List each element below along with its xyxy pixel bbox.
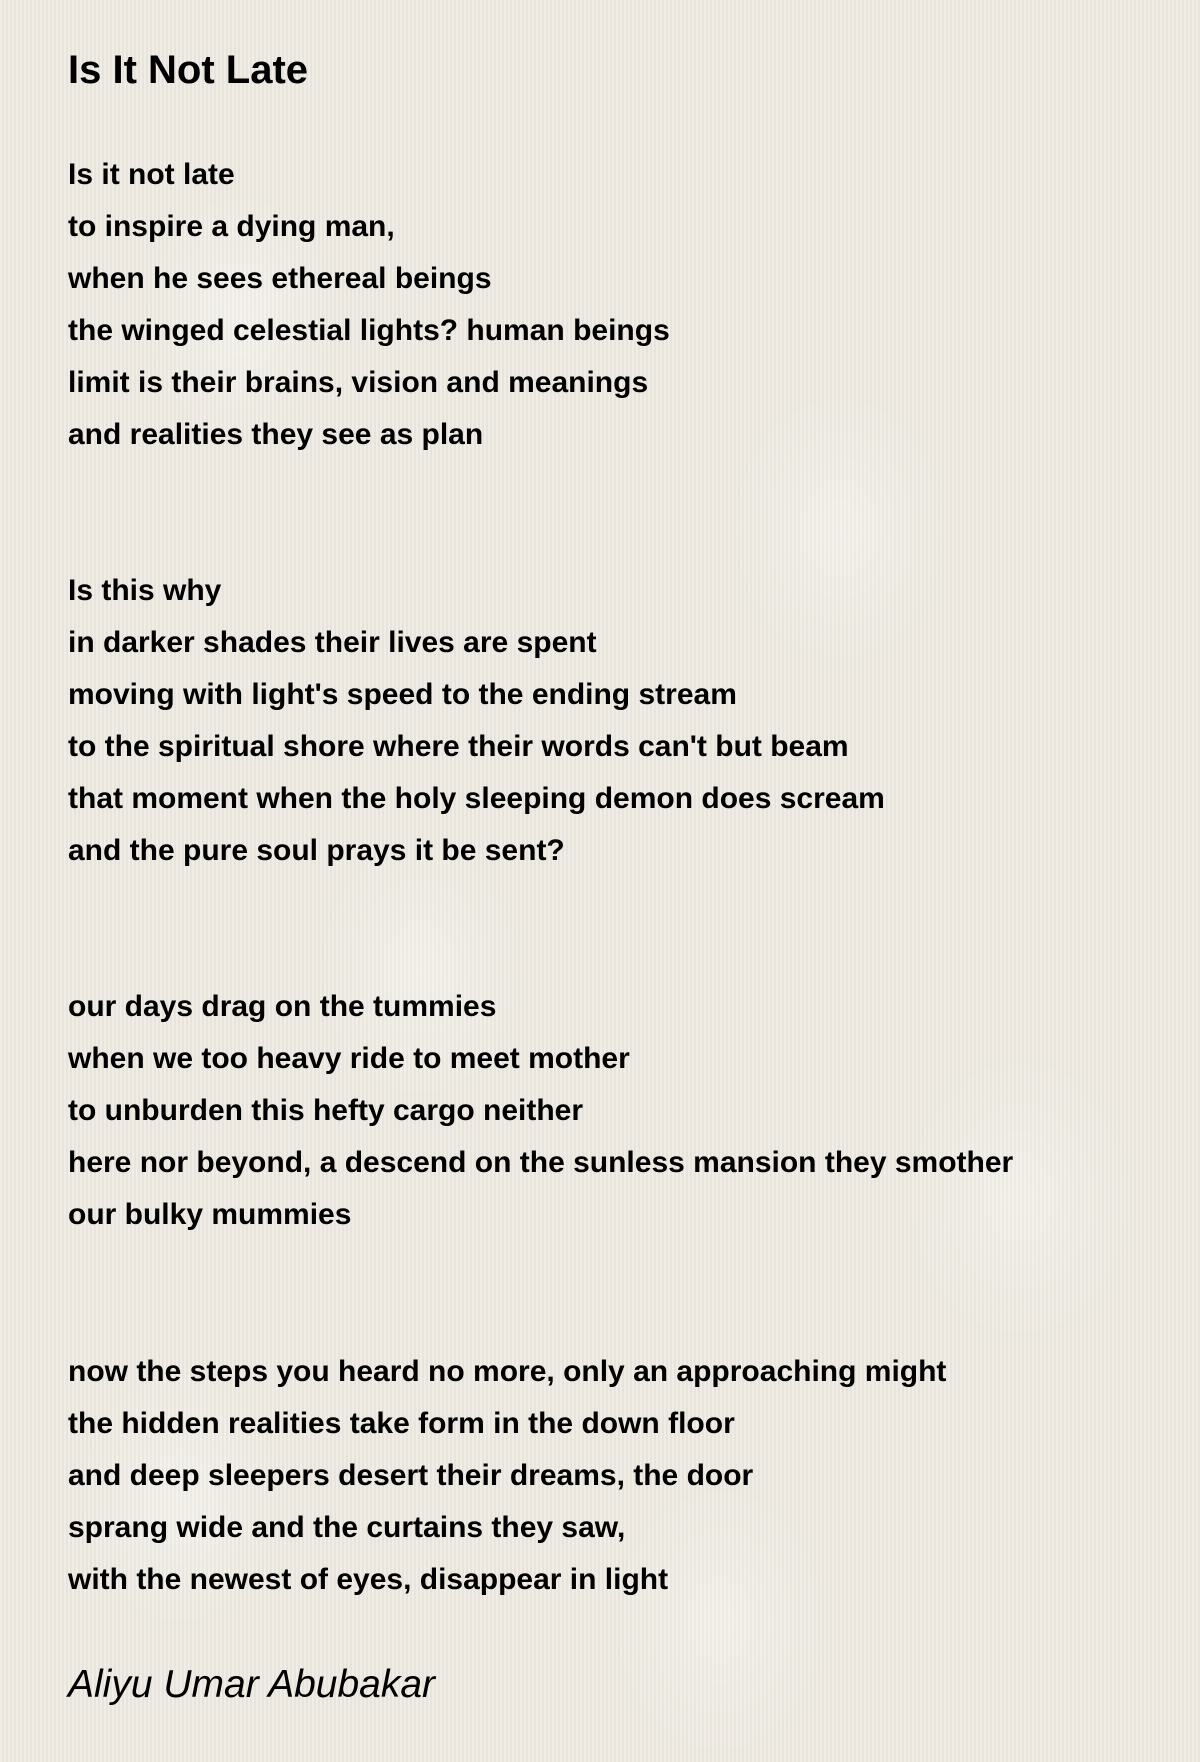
poem-line: when we too heavy ride to meet mother — [68, 1042, 630, 1075]
stanza-2 — [68, 565, 885, 877]
poem-line: our bulky mummies — [68, 1198, 352, 1231]
poem-line: that moment when the holy sleeping demon does scream — [68, 782, 885, 815]
poem-line: Is this why — [68, 574, 222, 607]
poem-title: Is It Not Late — [68, 48, 309, 92]
stanza-4 — [68, 1346, 946, 1606]
poem-line: to unburden this hefty cargo neither — [68, 1094, 584, 1127]
poem-line: and the pure soul prays it be sent? — [68, 834, 565, 867]
poem-line: and realities they see as plan — [68, 418, 484, 451]
poem-line: now the steps you heard no more, only an approaching might — [68, 1355, 947, 1388]
stanza-1 — [68, 149, 670, 461]
poem-line: the winged celestial lights? human beings — [68, 314, 670, 347]
poem-line: to the spiritual shore where their words can't but beam — [68, 730, 849, 763]
poem-line: to inspire a dying man, — [68, 210, 395, 243]
stanza-3 — [68, 981, 1013, 1241]
poem-line: moving with light's speed to the ending stream — [68, 678, 737, 711]
poem-line: with the newest of eyes, disappear in light — [68, 1563, 669, 1596]
poem-author: Aliyu Umar Abubakar — [68, 1663, 436, 1706]
poem-line: when he sees ethereal beings — [68, 262, 492, 295]
poem-line: and deep sleepers desert their dreams, the door — [68, 1459, 754, 1492]
poem-line: in darker shades their lives are spent — [68, 626, 597, 659]
poem-line: our days drag on the tummies — [68, 990, 497, 1023]
poem-line: sprang wide and the curtains they saw, — [68, 1511, 626, 1544]
poem-line: the hidden realities take form in the down floor — [68, 1407, 735, 1440]
poem-line: Is it not late — [68, 158, 235, 191]
poem-line: here nor beyond, a descend on the sunless mansion they smother — [68, 1146, 1014, 1179]
poem-line: limit is their brains, vision and meanings — [68, 366, 649, 399]
